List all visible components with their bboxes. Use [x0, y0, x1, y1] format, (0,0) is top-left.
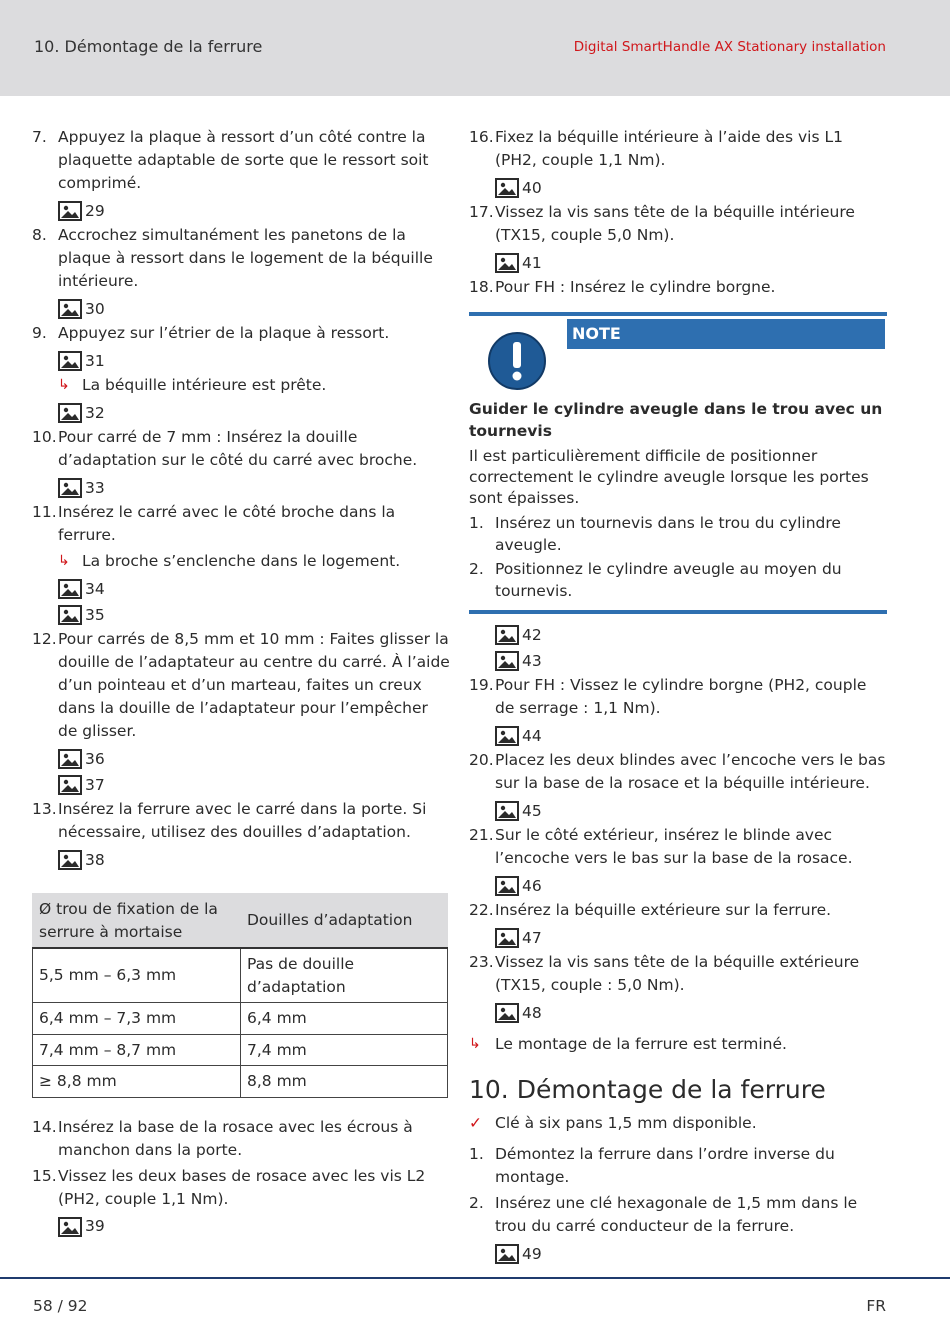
image-icon [58, 403, 82, 423]
step-text: Pour FH : Insérez le cylindre borgne. [495, 278, 776, 296]
table-cell: ≥ 8,8 mm [33, 1066, 241, 1098]
step-16: 16. Fixez la béquille intérieure à l’aide des vis L1 (PH2, couple 1,1 Nm). [469, 128, 843, 169]
figure-ref[interactable]: 34 [32, 576, 450, 602]
list-item: 1. Insérez un tournevis dans le trou du cylindre aveugle. [469, 514, 841, 554]
image-icon [58, 299, 82, 319]
figure-ref[interactable]: 45 [469, 798, 887, 824]
right-column [469, 126, 887, 1267]
step-12: 12. Pour carrés de 8,5 mm et 10 mm : Faites glisser la douille de l’adaptateur au centre du carré. À l’aide d’un pointeau et d’un marteau, faites un creux dans la douille de l’adaptateur pour l’empêcher de glisser. [32, 630, 450, 740]
image-icon [495, 928, 519, 948]
step-text: Appuyez la plaque à ressort d’un côté contre la plaquette adaptable de sorte que le ressort soit comprimé. [58, 128, 429, 192]
step-d2: 2. Insérez une clé hexagonale de 1,5 mm dans le trou du carré conducteur de la ferrure. [469, 1194, 858, 1235]
figure-ref[interactable]: 36 [32, 746, 450, 772]
image-icon [58, 775, 82, 795]
figure-ref[interactable]: 42 [469, 622, 887, 648]
step-text: Insérez une clé hexagonale de 1,5 mm dans le trou du carré conducteur de la ferrure. [495, 1194, 858, 1235]
note-title: Guider le cylindre aveugle dans le trou avec un tournevis [469, 400, 883, 440]
image-icon [495, 1244, 519, 1264]
image-icon [58, 605, 82, 625]
figure-ref[interactable]: 49 [469, 1241, 887, 1267]
image-icon [58, 1217, 82, 1237]
step-11: 11. Insérez le carré avec le côté broche dans la ferrure. [32, 503, 396, 544]
image-icon [495, 253, 519, 273]
prerequisite: ✓ Clé à six pans 1,5 mm disponible. [469, 1112, 887, 1135]
note-label: NOTE [567, 319, 885, 349]
image-icon [495, 876, 519, 896]
adapter-table [32, 893, 448, 1098]
table-cell: 7,4 mm [241, 1034, 448, 1066]
step-text: Vissez la vis sans tête de la béquille extérieure (TX15, couple : 5,0 Nm). [495, 953, 860, 994]
figure-ref[interactable]: 41 [469, 250, 887, 276]
table-row [33, 1003, 448, 1035]
result-arrow-icon: ↳ [469, 1036, 481, 1052]
step-10: 10. Pour carré de 7 mm : Insérez la douille d’adaptation sur le côté du carré avec broche. [32, 428, 418, 469]
figure-ref[interactable]: 48 [469, 1000, 887, 1026]
figure-ref[interactable]: 30 [32, 296, 450, 322]
step-text: Appuyez sur l’étrier de la plaque à ressort. [58, 324, 390, 342]
step-result: ↳ La broche s’enclenche dans le logement. [32, 550, 450, 573]
step-text: Insérez la base de la rosace avec les écrous à manchon dans la porte. [58, 1117, 413, 1159]
table-header: Ø trou de fixation de la serrure à mortaise [33, 894, 241, 949]
table-cell: 8,8 mm [241, 1066, 448, 1098]
figure-ref[interactable]: 39 [32, 1214, 450, 1240]
step-text: Pour FH : Vissez le cylindre borgne (PH2, couple de serrage : 1,1 Nm). [495, 676, 867, 717]
figure-ref[interactable]: 46 [469, 873, 887, 899]
step-text: Insérez la béquille extérieure sur la ferrure. [495, 901, 832, 919]
table-cell: 7,4 mm – 8,7 mm [33, 1034, 241, 1066]
figure-ref[interactable]: 31 [32, 348, 450, 374]
section-heading: 10. Démontage de la ferrure [469, 1075, 826, 1104]
step-7: 7. Appuyez la plaque à ressort d’un côté contre la plaquette adaptable de sorte que le ressort soit comprimé. [32, 128, 429, 192]
footer-divider [0, 1277, 950, 1279]
table-cell: 6,4 mm [241, 1003, 448, 1035]
figure-ref[interactable]: 32 [32, 400, 450, 426]
step-17: 17. Vissez la vis sans tête de la béquille intérieure (TX15, couple 5,0 Nm). [469, 203, 855, 244]
result-arrow-icon: ↳ [58, 553, 70, 569]
note-text: Il est particulièrement difficile de positionner correctement le cylindre aveugle lorsque les portes sont épaisses. [469, 447, 869, 507]
step-result: ↳ La béquille intérieure est prête. [32, 374, 450, 397]
figure-ref[interactable]: 35 [32, 602, 450, 628]
step-13: 13. Insérez la ferrure avec le carré dans la porte. Si nécessaire, utilisez des douilles d’adaptation. [32, 800, 427, 841]
image-icon [495, 178, 519, 198]
image-icon [495, 801, 519, 821]
table-row [33, 1034, 448, 1066]
figure-ref[interactable]: 29 [32, 198, 450, 224]
image-icon [58, 478, 82, 498]
figure-ref[interactable]: 33 [32, 475, 450, 501]
table-cell: 5,5 mm – 6,3 mm [33, 948, 241, 1003]
result-arrow-icon: ↳ [58, 377, 70, 393]
figure-ref[interactable]: 37 [32, 772, 450, 798]
image-icon [495, 651, 519, 671]
final-result: ↳ Le montage de la ferrure est terminé. [469, 1033, 887, 1056]
header-section-title: 10. Démontage de la ferrure [34, 37, 263, 56]
step-14: 14. Insérez la base de la rosace avec les écrous à manchon dans la porte. [32, 1117, 413, 1159]
image-icon [58, 351, 82, 371]
step-20: 20. Placez les deux blindes avec l’encoche vers le bas sur la base de la rosace et la béquille intérieure. [469, 751, 886, 792]
step-19: 19. Pour FH : Vissez le cylindre borgne (PH2, couple de serrage : 1,1 Nm). [469, 676, 867, 717]
step-text: Placez les deux blindes avec l’encoche vers le bas sur la base de la rosace et la béquille intérieure. [495, 751, 886, 792]
figure-ref[interactable]: 40 [469, 175, 887, 201]
image-icon [58, 850, 82, 870]
table-header: Douilles d’adaptation [241, 894, 448, 949]
exclamation-icon [487, 331, 547, 391]
step-text: Fixez la béquille intérieure à l’aide des vis L1 (PH2, couple 1,1 Nm). [495, 128, 843, 169]
step-text: Vissez la vis sans tête de la béquille intérieure (TX15, couple 5,0 Nm). [495, 203, 855, 244]
figure-ref[interactable]: 38 [32, 847, 450, 873]
step-text: Pour carré de 7 mm : Insérez la douille d’adaptation sur le côté du carré avec broche. [58, 428, 418, 469]
step-8: 8. Accrochez simultanément les panetons de la plaque à ressort dans le logement de la béquille intérieure. [32, 226, 433, 290]
note-header [469, 316, 887, 398]
step-23: 23. Vissez la vis sans tête de la béquille extérieure (TX15, couple : 5,0 Nm). [469, 953, 860, 994]
image-icon [495, 1003, 519, 1023]
step-text: Accrochez simultanément les panetons de la plaque à ressort dans le logement de la béquille intérieure. [58, 226, 433, 290]
step-text: Pour carrés de 8,5 mm et 10 mm : Faites glisser la douille de l’adaptateur au centre du carré. À l’aide d’un pointeau et d’un marteau, faites un creux dans la douille de l’adaptateur pour l’empêcher de glisser. [58, 630, 450, 740]
table-cell: Pas de douille d’adaptation [241, 948, 448, 1003]
step-text: Vissez les deux bases de rosace avec les vis L2 (PH2, couple 1,1 Nm). [58, 1166, 426, 1208]
image-icon [495, 726, 519, 746]
step-text: Insérez la ferrure avec le carré dans la porte. Si nécessaire, utilisez des douilles d’adaptation. [58, 800, 427, 841]
table-header-row [33, 894, 448, 949]
table-row [33, 1066, 448, 1098]
note-list [469, 512, 887, 602]
left-column [32, 126, 450, 1240]
page-number: 58 / 92 [33, 1297, 88, 1315]
list-item: 2. Positionnez le cylindre aveugle au moyen du tournevis. [469, 560, 842, 600]
image-icon [58, 201, 82, 221]
figure-ref[interactable]: 44 [469, 723, 887, 749]
figure-ref[interactable]: 43 [469, 648, 887, 674]
language-code: FR [866, 1297, 886, 1315]
image-icon [58, 579, 82, 599]
image-icon [58, 749, 82, 769]
figure-ref[interactable]: 47 [469, 925, 887, 951]
step-18: 18. Pour FH : Insérez le cylindre borgne. [469, 278, 776, 296]
step-text: Démontez la ferrure dans l’ordre inverse du montage. [495, 1145, 835, 1186]
check-icon: ✓ [469, 1114, 482, 1132]
step-22: 22. Insérez la béquille extérieure sur la ferrure. [469, 901, 832, 919]
page-header [0, 0, 950, 96]
note-box [469, 312, 887, 614]
table-row [33, 948, 448, 1003]
step-d1: 1. Démontez la ferrure dans l’ordre inverse du montage. [469, 1145, 835, 1186]
header-product-name: Digital SmartHandle AX Stationary installation [573, 39, 886, 55]
image-icon [495, 625, 519, 645]
step-9: 9. Appuyez sur l’étrier de la plaque à ressort. [32, 324, 390, 342]
step-text: Sur le côté extérieur, insérez le blinde avec l’encoche vers le bas sur la base de la rosace. [495, 826, 853, 867]
step-text: Insérez le carré avec le côté broche dans la ferrure. [58, 503, 396, 544]
step-21: 21. Sur le côté extérieur, insérez le blinde avec l’encoche vers le bas sur la base de la rosace. [469, 826, 853, 867]
table-cell: 6,4 mm – 7,3 mm [33, 1003, 241, 1035]
step-15: 15. Vissez les deux bases de rosace avec les vis L2 (PH2, couple 1,1 Nm). [32, 1166, 426, 1208]
